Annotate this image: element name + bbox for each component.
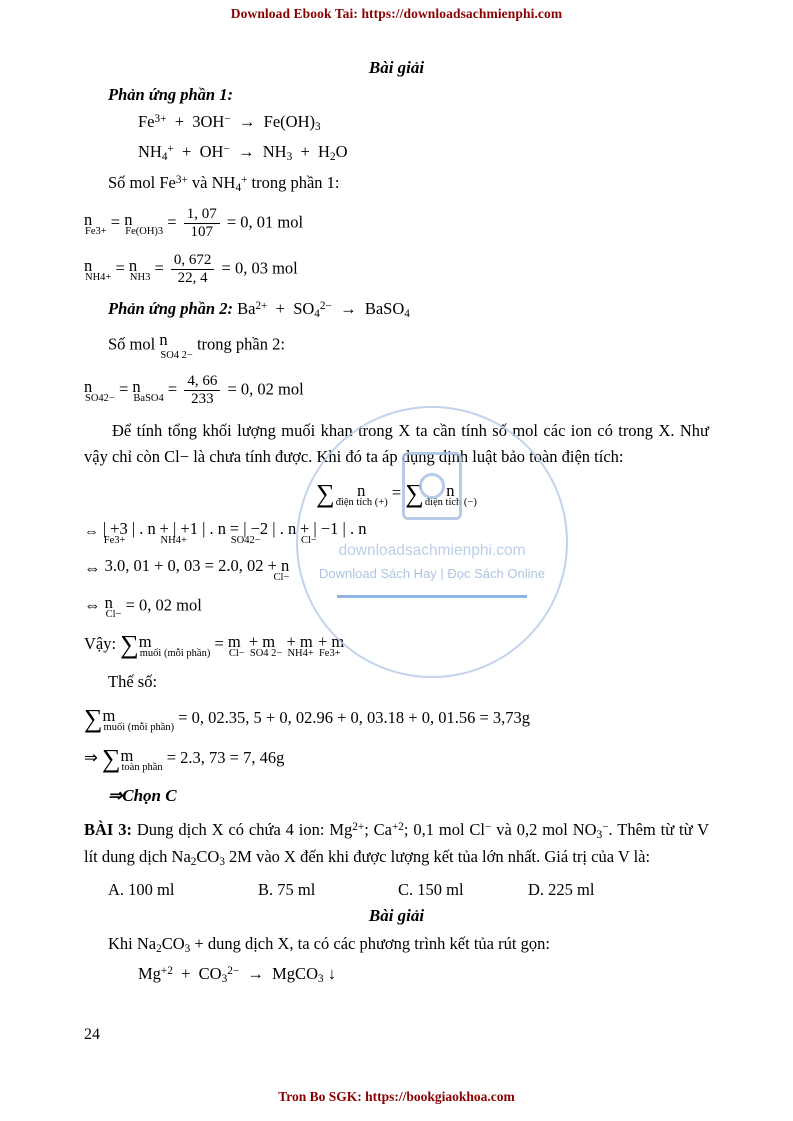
mol-nh-sup: +	[241, 173, 248, 186]
answer-option-a[interactable]: A. 100 ml	[108, 879, 175, 899]
explanation-paragraph: Để tính tổng khối lượng muối khan trong X ta cần tính số mol các ion có trong X. Như vậy chỉ còn Cl− là chưa tính được. Khi đó ta áp dụng định luật bảo toàn điện tích:	[84, 421, 709, 466]
mol-nh: NH	[211, 172, 236, 192]
mol-fe-sup: 3+	[175, 173, 188, 186]
calc2-result: 0, 03 mol	[234, 258, 298, 278]
answer-options	[108, 880, 709, 900]
equation-2	[138, 140, 709, 165]
p2-ba-sup: 2+	[255, 300, 268, 313]
part2-line	[108, 297, 709, 322]
eq2-nh3: NH	[262, 142, 287, 162]
ex-cl-sup: −	[485, 820, 492, 833]
theso-sum: ∑	[84, 704, 103, 734]
ce2-term1: | +3 | . n Fe3+	[102, 519, 156, 547]
exercise-label: BÀI 3:	[84, 819, 132, 839]
sol-eq-mg-sup: +2	[160, 965, 173, 978]
eq1-oh-charge: −	[224, 112, 231, 125]
ce2-arrow: ⇔	[84, 524, 99, 541]
total-value: = 2.3, 73 = 7, 46g	[166, 748, 285, 768]
watermark-tagline: Download Sách Hay | Đọc Sách Online	[319, 566, 545, 581]
exercise-solution-line-1	[108, 932, 709, 957]
calc1-result: 0, 01 mol	[240, 212, 304, 232]
eq1-product-sub: 3	[315, 121, 321, 134]
calc3-eq3: =	[227, 379, 237, 399]
document-body	[84, 52, 709, 993]
ex-no3: NO	[572, 819, 597, 839]
calc3-eq1: =	[118, 379, 129, 399]
ex-text-5: . Thêm từ từ V lít dung dịch Na	[84, 819, 710, 867]
calc1-eq2: =	[167, 212, 177, 232]
mol-fe: Fe	[159, 172, 176, 192]
p2-so4: SO	[293, 299, 315, 319]
eq2-o: O	[335, 142, 348, 162]
calc2-eq1: =	[115, 258, 125, 278]
p2-baso4-sub: 4	[404, 308, 410, 321]
p2-baso4: BaSO	[364, 299, 405, 319]
ex-text-6: 2M vào X đến khi được lượng	[229, 847, 430, 867]
eq1-oh: 3OH	[192, 112, 225, 131]
eq2-arrow: →	[238, 142, 255, 162]
charge-balance-eq-4	[84, 593, 709, 620]
ex-text-7: kết tủa lớn nhất. Giá trị của V là:	[433, 847, 651, 867]
calc3-result: 0, 02 mol	[240, 379, 304, 399]
the-so-label: Thế số:	[108, 672, 158, 692]
ce4-value: = 0, 02 mol	[125, 595, 202, 615]
total-arrow: ⇒	[84, 748, 98, 768]
eq2-oh: OH	[199, 142, 224, 162]
eq1-product: Fe(OH)	[263, 112, 315, 131]
ce2-term4: + | −1 | . n Cl−	[299, 519, 367, 547]
the-so-equation	[84, 704, 709, 734]
charge-balance-eq-3	[84, 556, 709, 583]
ex-text-4: và 0,2 mol	[496, 819, 568, 839]
part1-heading: Phản ứng phần 1:	[108, 85, 233, 104]
theso-value: = 0, 02.35, 5 + 0, 02.96 + 0, 03.18 + 0, 01.56 = 3,73g	[178, 708, 531, 728]
total-equation	[84, 744, 709, 774]
footer-download-link[interactable]: Tron Bo SGK: https://bookgiaokhoa.com	[278, 1089, 515, 1104]
calc3-fraction: $\frac{4, 66}{233}$	[184, 373, 220, 409]
ex-text-1: Dung dịch X có chứa 4 ion: Mg	[136, 819, 353, 839]
exercise-solution-title: Bài giải	[368, 905, 425, 925]
eq1-fe: Fe	[138, 112, 155, 131]
p2-ba: Ba	[237, 299, 256, 319]
eq2-nh4: NH	[138, 142, 162, 162]
sol-eq-arrow: →	[247, 964, 264, 984]
charge-left-n: n điện tích (+)	[335, 481, 388, 509]
ex-text-3: ; 0,1 mol Cl	[403, 819, 486, 839]
sol-eq-mgco3-sub: 3	[317, 973, 324, 986]
mol-line-2	[108, 328, 709, 363]
ex-no3-sup: −	[602, 820, 609, 833]
eq2-nh4-sub: 4	[161, 151, 168, 164]
ex-na-sub: 2	[190, 856, 197, 869]
sol-eq-co3-sup: 2−	[227, 965, 240, 978]
vay-t3: + m NH4+	[286, 632, 314, 660]
header-download-link[interactable]: Download Ebook Tai: https://downloadsachmienphi.com	[230, 6, 563, 21]
exercise-solution-equation	[138, 962, 709, 987]
answer-option-c[interactable]: C. 150 ml	[398, 879, 464, 899]
sol-eq-mgco3: MgCO	[272, 964, 318, 984]
total-sum: ∑	[101, 744, 121, 774]
mol-tail-2: trong phần 2:	[196, 333, 285, 353]
ex-ca-sup: +2	[391, 820, 404, 833]
eq2-h: H	[318, 142, 330, 162]
calc1-n2: n Fe(OH)3	[124, 210, 164, 238]
solution-title: Bài giải	[368, 58, 425, 77]
ce3-arrow: ⇔	[84, 558, 101, 578]
eq2-oh-charge: −	[223, 143, 230, 156]
vay-sum: ∑	[120, 630, 139, 660]
vay-label: Vậy:	[84, 634, 117, 654]
calc-1	[84, 206, 709, 242]
charge-right-n: n điện tích (−)	[424, 481, 477, 509]
page-number: 24	[84, 1026, 100, 1043]
total-m: m toàn phần	[120, 746, 163, 774]
sum-symbol-right: ∑	[405, 479, 424, 509]
equation-1	[138, 110, 709, 135]
sum-symbol-left: ∑	[316, 479, 335, 509]
exercise-statement	[84, 817, 709, 872]
sol1-sub1: 2	[156, 943, 162, 956]
mol-nh-sub: 4	[235, 181, 242, 194]
charge-balance-eq-2	[84, 519, 709, 546]
calc2-eq2: =	[154, 258, 164, 278]
chosen-answer: ⇒Chọn C	[108, 786, 177, 806]
ex-co-sub: 3	[219, 856, 225, 869]
ex-no3-sub: 3	[596, 829, 603, 842]
precipitate-arrow-icon: ↓	[327, 964, 336, 984]
calc3-n1: n SO42−	[84, 377, 115, 405]
answer-option-d[interactable]: D. 225 ml	[528, 879, 595, 899]
eq1-fe-charge: 3+	[154, 112, 167, 125]
calc2-eq3: =	[221, 258, 231, 278]
vay-m: m muối (mỗi phần)	[138, 632, 211, 660]
sol-eq-mg: Mg	[138, 964, 161, 984]
eq2-h2o-sub: 2	[329, 151, 336, 164]
ce2-term3: = | −2 | . n SO42−	[229, 519, 297, 547]
eq2-nh3-sub: 3	[286, 151, 293, 164]
eq1-arrow: →	[238, 112, 256, 131]
eq2-plus2: +	[300, 142, 310, 162]
mol-tail-1: trong phần 1:	[251, 172, 340, 192]
calc1-eq1: =	[110, 212, 121, 232]
eq1-plus: +	[174, 112, 184, 131]
sol-eq-plus: +	[181, 964, 191, 984]
vay-t4: + m Fe3+	[317, 632, 345, 660]
p2-so4-sup: 2−	[319, 300, 332, 313]
calc-2	[84, 252, 709, 288]
mol-label-1: Số mol	[108, 172, 156, 192]
calc2-n2: n NH3	[128, 255, 151, 283]
charge-balance-eq-1	[84, 479, 709, 509]
charge-eq-sign: =	[391, 483, 402, 503]
calc3-n2: n BaSO4	[132, 377, 164, 405]
ce4-n: n Cl−	[104, 593, 122, 621]
p2-plus: +	[275, 299, 285, 319]
sol1-sub2: 3	[184, 943, 191, 956]
ex-co: CO	[196, 847, 220, 867]
eq2-nh4-charge: +	[167, 143, 174, 156]
p2-arrow: →	[340, 299, 357, 319]
ex-text-2: ; Ca	[364, 819, 392, 839]
p2-so4-sub: 4	[314, 308, 320, 321]
mol-label-2: Số mol	[108, 333, 156, 353]
vay-line	[84, 630, 709, 660]
sol1-b: CO	[161, 933, 185, 953]
sol1-c: + dung dịch X, ta có các phương trình kết tủa rút gọn:	[194, 933, 550, 953]
ex-mg-sup: 2+	[352, 820, 365, 833]
calc3-eq2: =	[167, 379, 178, 399]
sol1-a: Khi Na	[108, 933, 157, 953]
ce2-term2: + | +1 | . n NH4+	[159, 519, 227, 547]
calc2-n1: n NH4+	[84, 255, 112, 283]
part2-heading: Phản ứng phần 2:	[108, 299, 233, 319]
watermark-site-text: downloadsachmienphi.com	[338, 542, 526, 559]
calc-3	[84, 373, 709, 409]
mol-line-1	[108, 171, 709, 196]
sol-eq-co3-sub: 3	[221, 973, 228, 986]
vay-eq-sign: =	[214, 634, 224, 654]
calc2-fraction: $\frac{0, 672}{22, 4}$	[171, 252, 215, 288]
calc1-n1: n Fe3+	[84, 210, 107, 238]
sol-eq-co3: CO	[198, 964, 222, 984]
answer-option-b[interactable]: B. 75 ml	[258, 879, 316, 899]
mol-and: và	[191, 172, 208, 192]
eq2-plus: +	[182, 142, 192, 162]
theso-m: m muối (mỗi phần)	[102, 706, 175, 734]
mol-n-so4: n SO4 2−	[159, 329, 193, 361]
ce4-arrow: ⇔	[84, 595, 101, 615]
vay-t2: + m SO4 2−	[248, 632, 283, 660]
ce3-expr: 3.0, 01 + 0, 03 = 2.0, 02 + n Cl−	[104, 556, 290, 584]
vay-t1: m Cl−	[227, 632, 245, 660]
calc1-fraction: $\frac{1, 07}{107}$	[184, 206, 220, 242]
calc1-eq3: =	[226, 212, 237, 232]
